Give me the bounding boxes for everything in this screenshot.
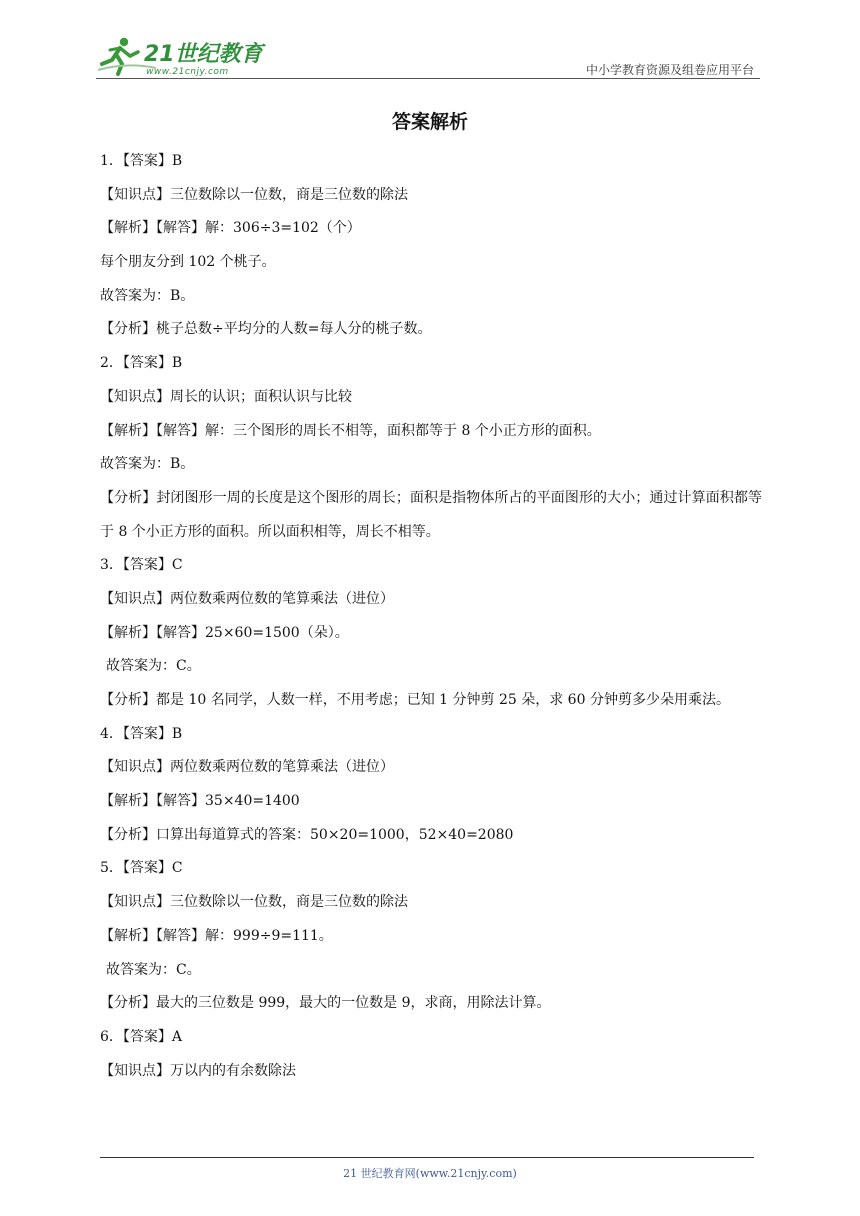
q4-solution: 【解析】【解答】35×40=1400 [100, 793, 300, 810]
q5-conclusion: 故答案为：C。 [106, 961, 201, 978]
q4-knowledge: 【知识点】两位数乘两位数的笔算乘法（进位） [100, 759, 394, 776]
q1-solution: 【解析】【解答】解：306÷3=102（个） [100, 220, 361, 237]
logo-text: 21世纪教育 [144, 42, 263, 67]
page-header [96, 34, 760, 80]
q5-answer: 5．【答案】C [100, 860, 183, 877]
q3-answer: 3．【答案】C [100, 557, 183, 574]
q4-answer: 4．【答案】B [100, 725, 183, 742]
q3-conclusion: 故答案为：C。 [106, 658, 201, 675]
q2-analysis: 【分析】封闭图形一周的长度是这个图形的周长；面积是指物体所占的平面图形的大小；通过计算面积都等于 8 个小正方形的面积。所以面积相等，周长不相等。 [100, 489, 762, 540]
site-logo [96, 34, 266, 78]
logo-url: www.21cnjy.com [146, 67, 229, 77]
q5-analysis: 【分析】最大的三位数是 999，最大的一位数是 9，求商，用除法计算。 [100, 995, 551, 1012]
q1-solution-text: 每个朋友分到 102 个桃子。 [100, 254, 276, 271]
q3-knowledge: 【知识点】两位数乘两位数的笔算乘法（进位） [100, 590, 394, 607]
answer-content [100, 145, 762, 1088]
q3-analysis: 【分析】都是 10 名同学，人数一样，不用考虑；已知 1 分钟剪 25 朵，求 60 分钟剪多少朵用乘法。 [100, 692, 730, 709]
q6-knowledge: 【知识点】万以内的有余数除法 [100, 1062, 296, 1079]
q1-knowledge: 【知识点】三位数除以一位数，商是三位数的除法 [100, 186, 408, 203]
q3-solution: 【解析】【解答】25×60=1500（朵）。 [100, 624, 349, 641]
q6-answer: 6．【答案】A [100, 1028, 183, 1045]
q2-knowledge: 【知识点】周长的认识；面积认识与比较 [100, 388, 352, 405]
q5-solution: 【解析】【解答】解：999÷9=111。 [100, 927, 333, 944]
platform-name: 中小学教育资源及组卷应用平台 [585, 63, 754, 77]
q1-conclusion: 故答案为：B。 [100, 287, 195, 304]
q1-answer: 1．【答案】B [100, 153, 183, 169]
q2-solution: 【解析】【解答】解：三个图形的周长不相等，面积都等于 8 个小正方形的面积。 [100, 422, 601, 439]
page-footer: 21 世纪教育网(www.21cnjy.com) [343, 1167, 517, 1180]
header-divider [96, 78, 760, 79]
q2-conclusion: 故答案为：B。 [100, 456, 195, 473]
footer-divider [100, 1157, 754, 1158]
page-title: 答案解析 [391, 111, 468, 133]
q4-analysis: 【分析】口算出每道算式的答案：50×20=1000，52×40=2080 [100, 826, 514, 843]
q2-answer: 2．【答案】B [100, 355, 183, 372]
q5-knowledge: 【知识点】三位数除以一位数，商是三位数的除法 [100, 894, 408, 911]
q1-analysis: 【分析】桃子总数÷平均分的人数=每人分的桃子数。 [100, 321, 432, 338]
